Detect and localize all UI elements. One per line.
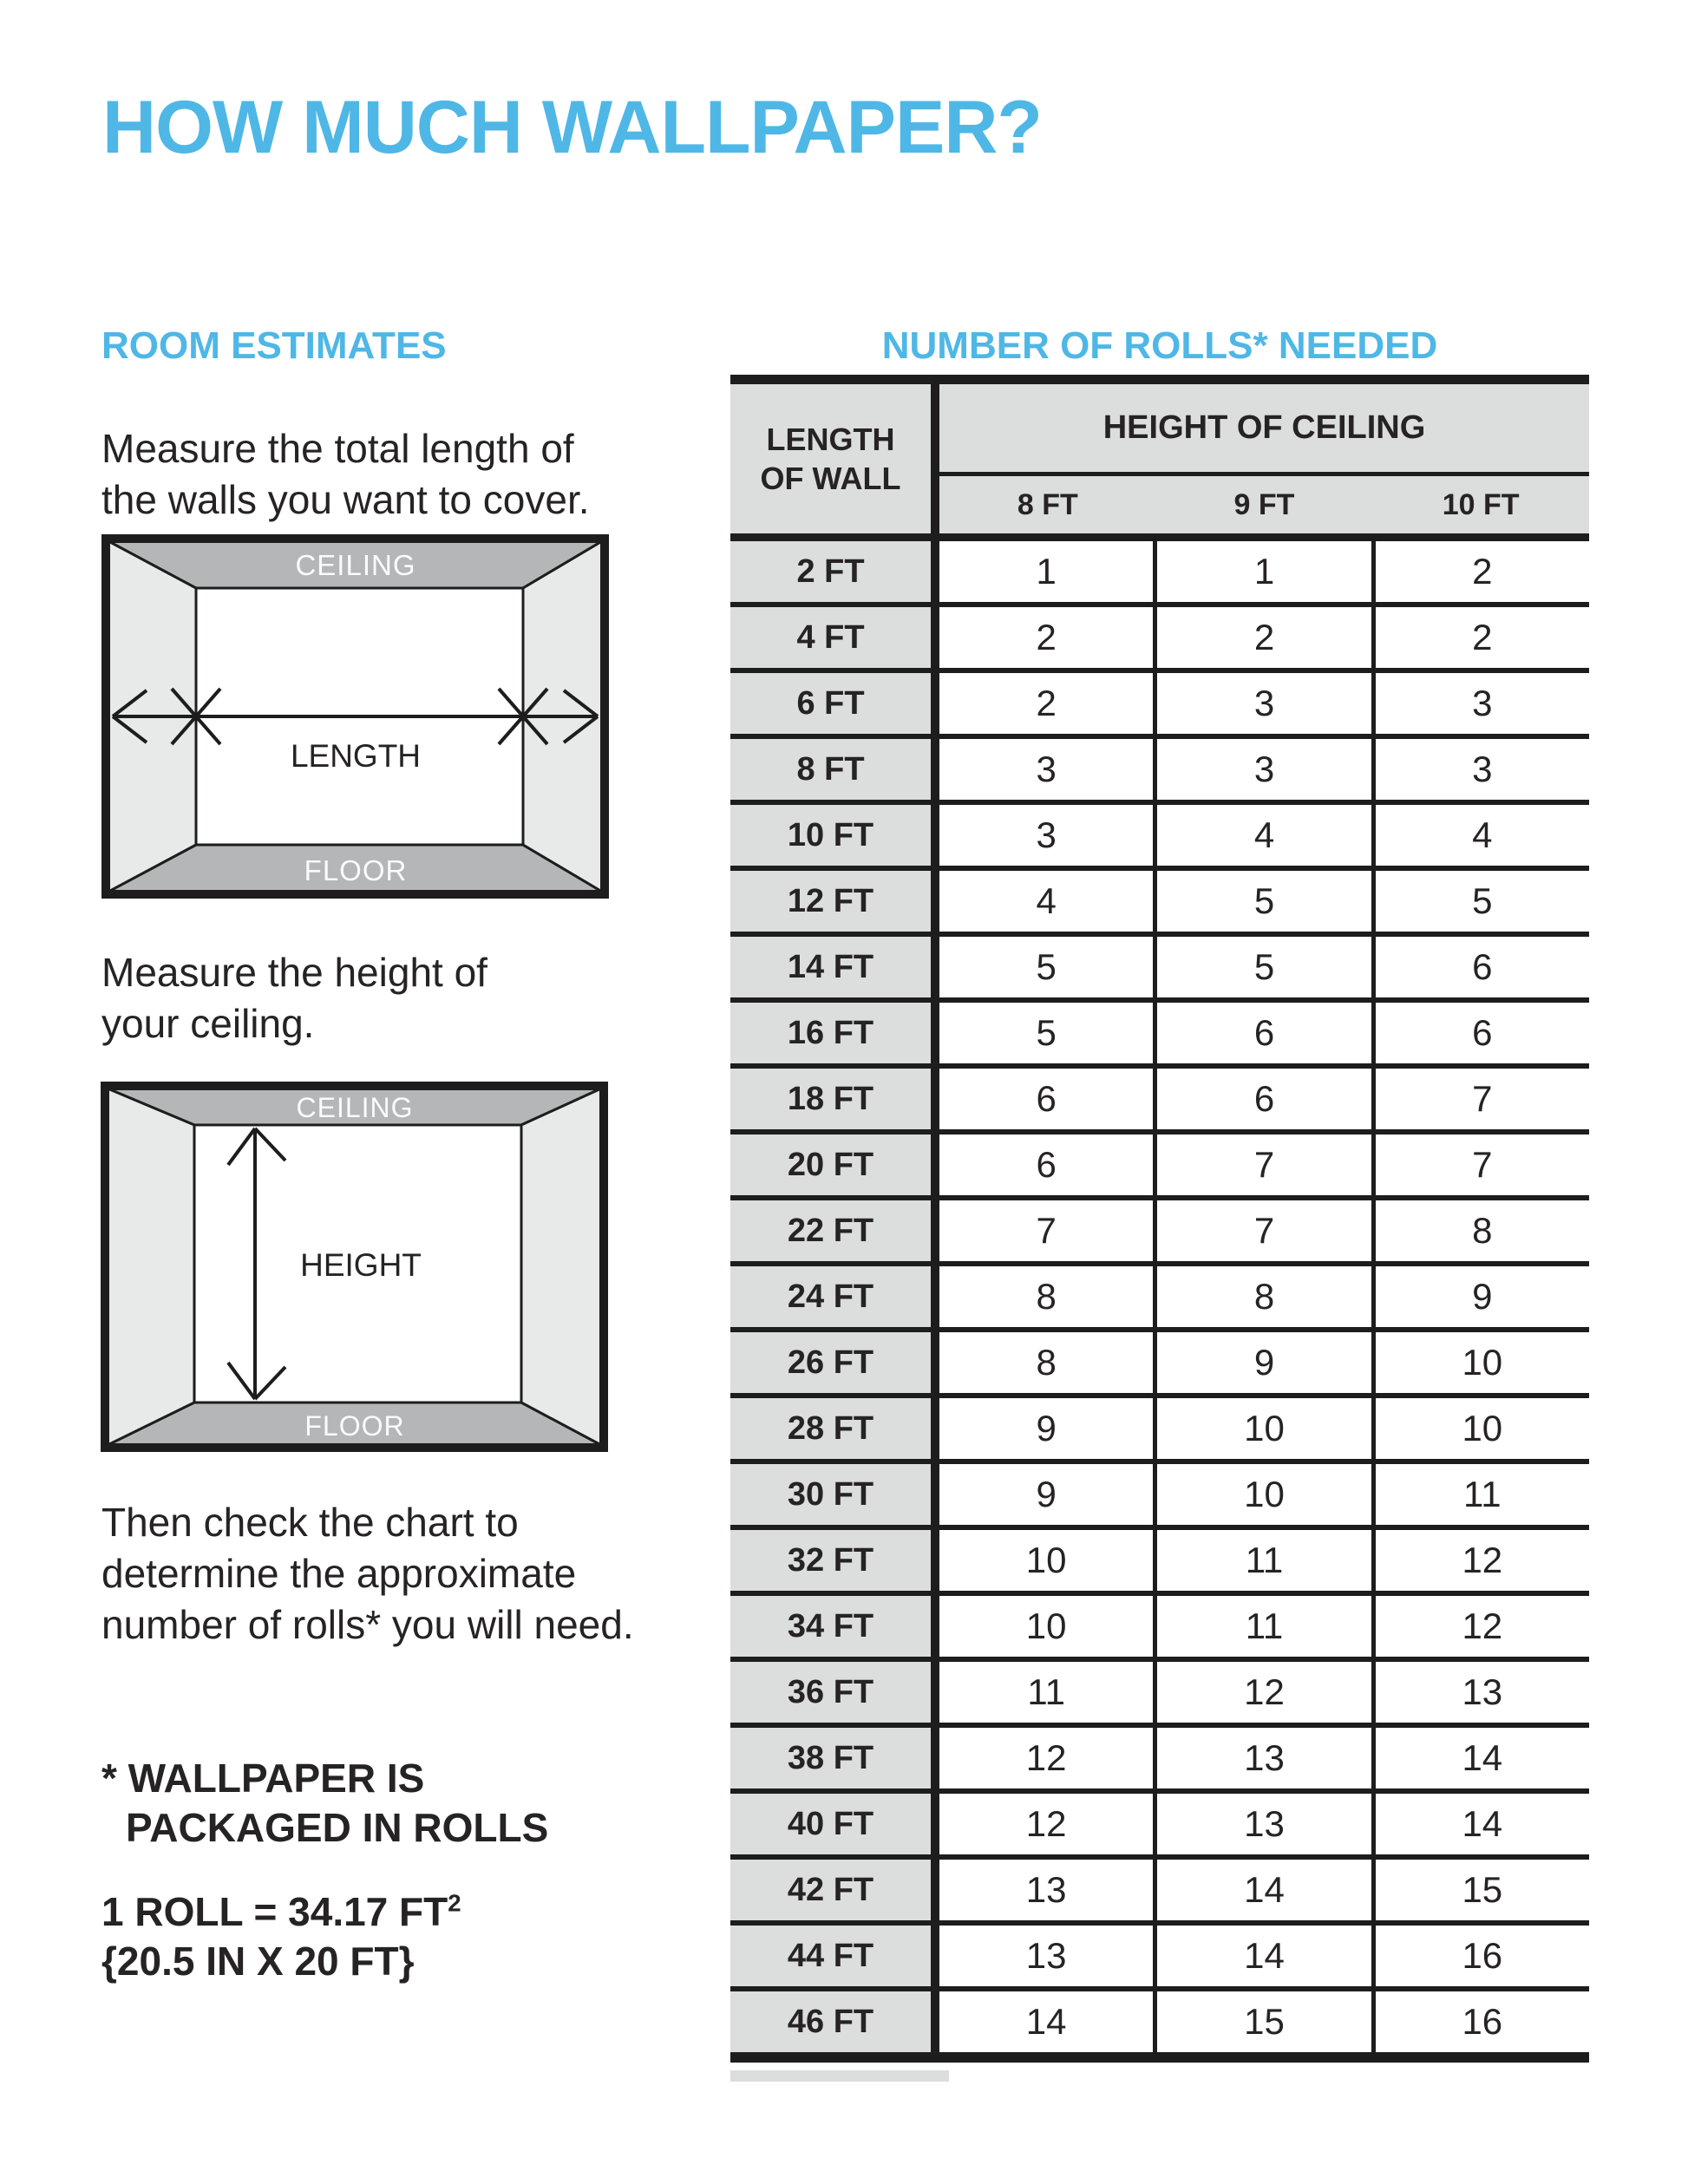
row-label: 18 FT <box>730 1069 939 1129</box>
table-row <box>730 805 1589 871</box>
roll-count-cell: 6 <box>1153 1003 1371 1063</box>
measure-height-text <box>101 947 487 1049</box>
length-room-diagram <box>101 534 609 899</box>
page-title: HOW MUCH WALLPAPER? <box>102 86 1042 169</box>
length-of-wall-line1: LENGTH <box>766 422 895 457</box>
roll-count-cell: 13 <box>1153 1794 1371 1854</box>
measure-length-line1: Measure the total length of <box>101 426 574 471</box>
roll-count-cell: 6 <box>1371 1003 1589 1063</box>
row-label: 2 FT <box>730 541 939 602</box>
height-of-ceiling-header-group <box>939 384 1589 533</box>
length-label: LENGTH <box>290 738 422 774</box>
roll-count-cell: 3 <box>939 805 1153 866</box>
table-row <box>730 1991 1589 2052</box>
row-label: 24 FT <box>730 1266 939 1327</box>
roll-count-cell: 2 <box>939 607 1153 668</box>
roll-count-cell: 2 <box>1153 607 1371 668</box>
roll-count-cell: 10 <box>939 1596 1153 1657</box>
table-top-border <box>730 375 1589 384</box>
row-label: 34 FT <box>730 1596 939 1657</box>
roll-count-cell: 14 <box>1371 1728 1589 1788</box>
roll-count-cell: 5 <box>1371 871 1589 932</box>
roll-count-cell: 12 <box>1371 1596 1589 1657</box>
roll-count-cell: 5 <box>939 1003 1153 1063</box>
roll-count-cell: 11 <box>939 1662 1153 1723</box>
col-header-10ft: 10 FT <box>1442 487 1520 521</box>
roll-count-cell: 2 <box>1371 541 1589 602</box>
row-label: 36 FT <box>730 1662 939 1723</box>
roll-count-cell: 2 <box>1371 607 1589 668</box>
check-chart-line3: number of rolls* you will need. <box>101 1602 634 1647</box>
roll-count-cell: 4 <box>1371 805 1589 866</box>
table-row <box>730 1860 1589 1926</box>
table-row <box>730 1728 1589 1794</box>
row-label: 22 FT <box>730 1200 939 1261</box>
table-row <box>730 1662 1589 1728</box>
table-bottom-border <box>730 2052 1589 2063</box>
check-chart-text <box>101 1497 634 1651</box>
roll-count-cell: 7 <box>939 1200 1153 1261</box>
table-row <box>730 1266 1589 1332</box>
table-body <box>730 541 1589 2052</box>
roll-size-text: 1 ROLL = 34.17 FT <box>101 1889 448 1934</box>
roll-count-cell: 8 <box>939 1332 1153 1393</box>
table-row <box>730 541 1589 607</box>
roll-count-cell: 7 <box>1153 1135 1371 1195</box>
roll-count-cell: 10 <box>1371 1398 1589 1459</box>
roll-count-cell: 3 <box>1153 739 1371 800</box>
row-label: 38 FT <box>730 1728 939 1788</box>
roll-count-cell: 6 <box>1371 937 1589 997</box>
row-label: 10 FT <box>730 805 939 866</box>
roll-count-cell: 10 <box>1371 1332 1589 1393</box>
height-room-diagram <box>101 1082 608 1452</box>
table-row <box>730 1530 1589 1596</box>
row-label: 4 FT <box>730 607 939 668</box>
table-row <box>730 1200 1589 1266</box>
table-row <box>730 1596 1589 1662</box>
roll-count-cell: 6 <box>939 1069 1153 1129</box>
row-label: 6 FT <box>730 673 939 734</box>
roll-count-cell: 15 <box>1371 1860 1589 1920</box>
roll-count-cell: 14 <box>1371 1794 1589 1854</box>
row-label: 40 FT <box>730 1794 939 1854</box>
ceiling-label: CEILING <box>296 1092 414 1123</box>
roll-count-cell: 8 <box>1153 1266 1371 1327</box>
roll-count-cell: 1 <box>1153 541 1371 602</box>
roll-count-cell: 14 <box>1153 1926 1371 1986</box>
roll-count-cell: 11 <box>1153 1596 1371 1657</box>
table-row <box>730 673 1589 739</box>
table-row <box>730 1794 1589 1860</box>
table-row <box>730 739 1589 805</box>
col-header-8ft: 8 FT <box>1017 487 1078 521</box>
length-of-wall-line2: OF WALL <box>760 461 901 496</box>
roll-count-cell: 7 <box>1153 1200 1371 1261</box>
roll-count-cell: 12 <box>939 1794 1153 1854</box>
row-label: 44 FT <box>730 1926 939 1986</box>
table-row <box>730 1332 1589 1398</box>
row-label: 14 FT <box>730 937 939 997</box>
roll-count-cell: 9 <box>1371 1266 1589 1327</box>
ceiling-label: CEILING <box>295 549 416 581</box>
roll-count-cell: 8 <box>939 1266 1153 1327</box>
floor-label: FLOOR <box>304 1410 405 1442</box>
roll-count-cell: 6 <box>1153 1069 1371 1129</box>
roll-count-cell: 16 <box>1371 1991 1589 2052</box>
roll-count-cell: 15 <box>1153 1991 1371 2052</box>
measure-length-line2: the walls you want to cover. <box>101 477 590 522</box>
table-row <box>730 871 1589 937</box>
ceiling-height-columns <box>939 476 1589 533</box>
roll-count-cell: 13 <box>939 1926 1153 1986</box>
measure-height-line2: your ceiling. <box>101 1001 315 1046</box>
table-row <box>730 1398 1589 1464</box>
roll-count-cell: 2 <box>939 673 1153 734</box>
rolls-footnote-line2: PACKAGED IN ROLLS <box>126 1805 549 1850</box>
roll-count-cell: 9 <box>939 1398 1153 1459</box>
table-row <box>730 1069 1589 1135</box>
row-label: 20 FT <box>730 1135 939 1195</box>
roll-count-cell: 9 <box>1153 1332 1371 1393</box>
roll-count-cell: 4 <box>939 871 1153 932</box>
roll-count-cell: 14 <box>939 1991 1153 2052</box>
check-chart-line1: Then check the chart to <box>101 1500 519 1545</box>
table-header <box>730 384 1589 541</box>
roll-count-cell: 10 <box>939 1530 1153 1591</box>
table-row <box>730 937 1589 1003</box>
table-row <box>730 1464 1589 1530</box>
roll-count-cell: 3 <box>1371 739 1589 800</box>
right-wall-panel <box>521 1089 601 1445</box>
table-row <box>730 607 1589 673</box>
height-label: HEIGHT <box>300 1247 422 1283</box>
roll-count-cell: 16 <box>1371 1926 1589 1986</box>
roll-count-cell: 1 <box>939 541 1153 602</box>
roll-count-cell: 3 <box>1153 673 1371 734</box>
row-label: 12 FT <box>730 871 939 932</box>
roll-count-cell: 8 <box>1371 1200 1589 1261</box>
roll-count-cell: 11 <box>1371 1464 1589 1525</box>
roll-count-cell: 7 <box>1371 1069 1589 1129</box>
row-label: 42 FT <box>730 1860 939 1920</box>
roll-count-cell: 7 <box>1371 1135 1589 1195</box>
roll-size-line1 <box>101 1887 461 1937</box>
height-of-ceiling-header: HEIGHT OF CEILING <box>939 384 1589 476</box>
roll-count-cell: 13 <box>939 1860 1153 1920</box>
row-label: 16 FT <box>730 1003 939 1063</box>
roll-count-cell: 13 <box>1371 1662 1589 1723</box>
row-label: 26 FT <box>730 1332 939 1393</box>
roll-count-cell: 10 <box>1153 1398 1371 1459</box>
table-gray-tab <box>730 2070 949 2082</box>
rolls-table <box>730 375 1589 2063</box>
roll-count-cell: 11 <box>1153 1530 1371 1591</box>
row-label: 30 FT <box>730 1464 939 1525</box>
roll-size-line2: {20.5 IN X 20 FT} <box>101 1939 415 1984</box>
roll-count-cell: 14 <box>1153 1860 1371 1920</box>
roll-count-cell: 5 <box>1153 937 1371 997</box>
roll-count-cell: 4 <box>1153 805 1371 866</box>
roll-count-cell: 5 <box>1153 871 1371 932</box>
roll-count-cell: 6 <box>939 1135 1153 1195</box>
roll-count-cell: 9 <box>939 1464 1153 1525</box>
rolls-footnote <box>101 1754 548 1853</box>
rolls-needed-heading: NUMBER OF ROLLS* NEEDED <box>881 324 1438 367</box>
table-row <box>730 1135 1589 1200</box>
table-row <box>730 1926 1589 1991</box>
roll-count-cell: 13 <box>1153 1728 1371 1788</box>
row-label: 28 FT <box>730 1398 939 1459</box>
row-label: 8 FT <box>730 739 939 800</box>
roll-size-superscript: 2 <box>448 1889 461 1917</box>
roll-count-cell: 3 <box>939 739 1153 800</box>
table-row <box>730 1003 1589 1069</box>
roll-size-info <box>101 1887 461 1986</box>
rolls-footnote-line1: * WALLPAPER IS <box>101 1756 425 1801</box>
roll-count-cell: 3 <box>1371 673 1589 734</box>
roll-count-cell: 12 <box>939 1728 1153 1788</box>
roll-count-cell: 12 <box>1371 1530 1589 1591</box>
length-of-wall-header <box>730 384 939 533</box>
room-estimates-heading: ROOM ESTIMATES <box>101 324 447 367</box>
roll-count-cell: 5 <box>939 937 1153 997</box>
row-label: 46 FT <box>730 1991 939 2052</box>
check-chart-line2: determine the approximate <box>101 1551 577 1596</box>
measure-height-line1: Measure the height of <box>101 950 487 995</box>
measure-length-text <box>101 423 590 526</box>
left-wall-panel <box>108 1089 194 1445</box>
row-label: 32 FT <box>730 1530 939 1591</box>
col-header-9ft: 9 FT <box>1233 487 1295 521</box>
roll-count-cell: 12 <box>1153 1662 1371 1723</box>
roll-count-cell: 10 <box>1153 1464 1371 1525</box>
floor-label: FLOOR <box>304 854 408 886</box>
